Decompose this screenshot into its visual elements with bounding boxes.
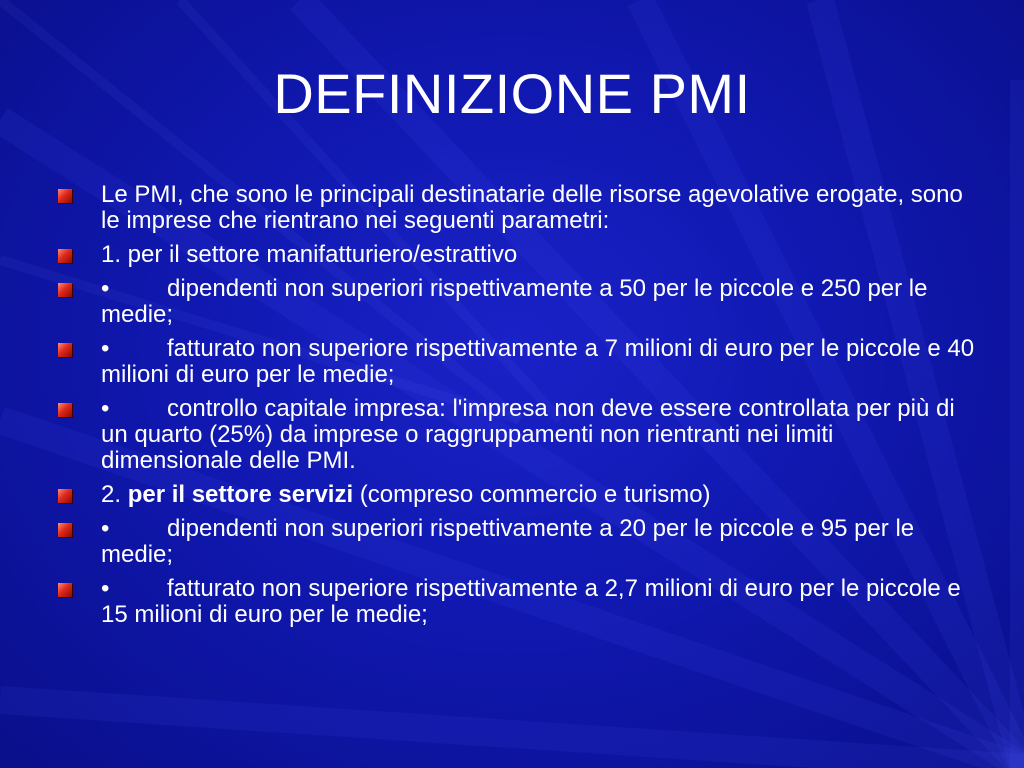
bullet-list xyxy=(58,182,978,636)
bullet-item-services xyxy=(58,482,978,508)
bullet-item-employees-manufacturing xyxy=(58,276,978,328)
bullet-item-turnover-services xyxy=(58,576,978,628)
slide-title: DEFINIZIONE PMI xyxy=(273,62,751,125)
square-bullet-icon xyxy=(58,403,72,417)
square-bullet-icon xyxy=(58,249,72,263)
square-bullet-icon xyxy=(58,283,72,297)
bullet-text: Le PMI, che sono le principali destinatarie delle risorse agevolative erogate, sono le imprese che rientrano nei seguenti parametri: xyxy=(101,181,963,234)
bullet-item-turnover-manufacturing xyxy=(58,336,978,388)
bullet-text: fatturato non superiore rispettivamente a 7 milioni di euro per le piccole e 40 milioni di euro per le medie; xyxy=(101,335,975,388)
bullet-item-employees-services xyxy=(58,516,978,568)
dot-bullet-icon: • xyxy=(101,335,110,362)
bullet-item-capital-control xyxy=(58,396,978,474)
dot-bullet-icon: • xyxy=(101,515,110,542)
square-bullet-icon xyxy=(58,523,72,537)
bullet-prefix: 2. xyxy=(101,481,128,508)
square-bullet-icon xyxy=(58,343,72,357)
square-bullet-icon xyxy=(58,489,72,503)
dot-bullet-icon: • xyxy=(101,275,110,302)
square-bullet-icon xyxy=(58,189,72,203)
bullet-text: dipendenti non superiori rispettivamente a 50 per le piccole e 250 per le medie; xyxy=(101,275,928,328)
bullet-item-manufacturing xyxy=(58,242,978,268)
bullet-suffix: (compreso commercio e turismo) xyxy=(353,481,711,508)
bullet-item-intro xyxy=(58,182,978,234)
dot-bullet-icon: • xyxy=(101,575,110,602)
bullet-bold-text: per il settore servizi xyxy=(127,481,354,508)
dot-bullet-icon: • xyxy=(101,395,110,422)
bullet-text: dipendenti non superiori rispettivamente a 20 per le piccole e 95 per le medie; xyxy=(101,515,915,568)
bullet-text: controllo capitale impresa: l'impresa non deve essere controllata per più di un quarto (25%) da imprese o raggruppamenti non rientranti nei limiti dimensionale delle PMI. xyxy=(101,395,955,474)
bullet-text: fatturato non superiore rispettivamente a 2,7 milioni di euro per le piccole e 15 milioni di euro per le medie; xyxy=(101,575,961,628)
square-bullet-icon xyxy=(58,583,72,597)
bullet-text: 1. per il settore manifatturiero/estrattivo xyxy=(101,241,518,268)
